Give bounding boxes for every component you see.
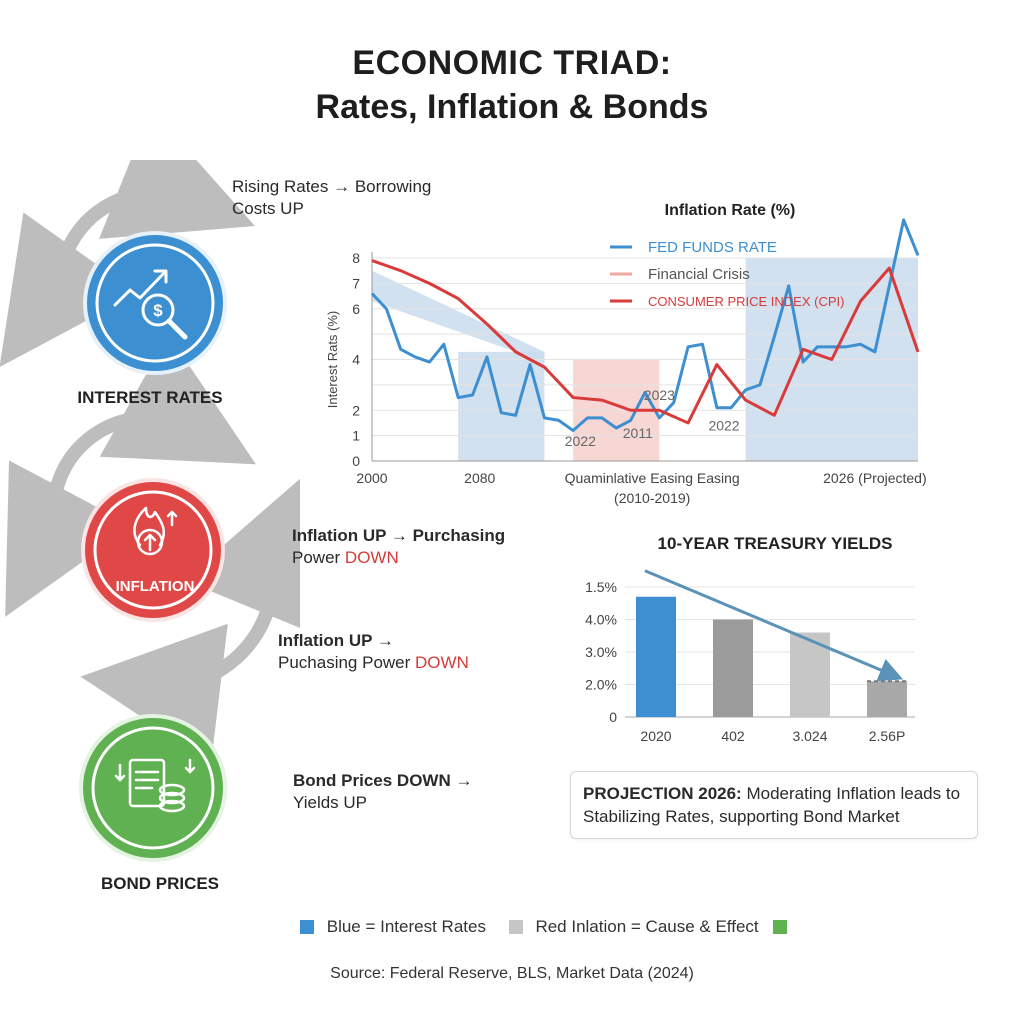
bottom-legend (300, 917, 787, 937)
x-tick-label: 2.56P (868, 728, 906, 744)
legend-blue-swatch (300, 920, 314, 934)
line-chart-title: Inflation Rate (%) (664, 202, 796, 219)
trend-arrow (645, 571, 892, 675)
y-tick-label: 2.0% (585, 676, 617, 693)
y-tick-label: 0 (352, 453, 360, 469)
y-tick-label: 8 (352, 250, 360, 266)
x-tick-label: Quaminlative Easing Easing (564, 470, 740, 486)
chart-annotation: 2022 (564, 432, 596, 449)
y-tick-label: 3.0% (585, 644, 617, 660)
legend-entry: Financial Crisis (648, 266, 750, 283)
y-tick-label: 2 (352, 402, 360, 419)
legend-red-label: Red Inlation = Cause & Effect (535, 917, 759, 936)
cycle-arrow-left (40, 280, 75, 310)
chart-annotation: 2022 (708, 417, 740, 434)
x-tick-label: 2026 (Projected) (823, 470, 927, 486)
x-tick-label: 2000 (356, 470, 388, 486)
y-axis-label: Interest Rats (%) (325, 310, 340, 409)
x-tick-label: 2020 (640, 728, 672, 744)
inflation-note-1 (292, 525, 505, 569)
legend-entry: FED FUNDS RATE (648, 239, 777, 256)
x-tick-label: 3.024 (792, 728, 828, 744)
bar-3 (867, 681, 907, 717)
rates-note-line2: Costs UP (232, 199, 304, 218)
y-tick-label: 7 (352, 275, 360, 292)
y-tick-label: 4 (352, 351, 360, 368)
y-tick-label: 6 (352, 300, 360, 317)
inflation-label: INFLATION (115, 578, 195, 595)
triad-cycle-graphic (0, 160, 300, 900)
projection-callout (570, 771, 978, 839)
legend-entry: CONSUMER PRICE INDEX (CPI) (648, 294, 845, 309)
inflation-line-chart (320, 190, 960, 520)
source-note: Source: Federal Reserve, BLS, Market Data (2024) (330, 965, 694, 982)
y-tick-label: 0 (609, 709, 617, 725)
interest-rates-label: INTEREST RATES (77, 388, 223, 407)
page-title-line1: ECONOMIC TRIAD: (352, 44, 672, 82)
y-tick-label: 4.0% (585, 611, 617, 628)
inflation-note-2-line1: Inflation UP → (278, 631, 394, 650)
shaded-region-0 (372, 271, 544, 362)
bonds-note-line1: Bond Prices DOWN → (293, 771, 473, 790)
x-tick-label: (2010-2019) (614, 490, 691, 506)
cycle-arrow-mid-left (38, 520, 70, 555)
bond-prices-label: BOND PRICES (100, 874, 220, 893)
inflation-note-2-down: DOWN (415, 653, 469, 672)
chart-annotation: 2023 (643, 387, 675, 404)
x-tick-label: 402 (721, 728, 745, 744)
svg-text:$: $ (153, 301, 163, 320)
bar-0 (636, 597, 676, 717)
inflation-note-2 (278, 630, 469, 674)
inflation-note-1-line1: Inflation UP → Purchasing (292, 526, 506, 545)
legend-blue-label: Blue = Interest Rates (326, 917, 486, 936)
bonds-note-line2: Yields UP (293, 793, 368, 812)
inflation-circle (83, 480, 223, 620)
page-title-line2: Rates, Inflation & Bonds (315, 88, 709, 126)
bar-chart-title: 10-YEAR TREASURY YIELDS (657, 534, 893, 553)
y-tick-label: 1.5% (585, 579, 617, 595)
y-tick-label: 1 (352, 427, 360, 444)
legend-green-swatch (773, 920, 787, 934)
inflation-note-1-down: DOWN (344, 548, 399, 567)
chart-annotation: 2011 (622, 425, 653, 442)
legend-gray-swatch (509, 920, 523, 934)
treasury-yields-bar-chart (570, 525, 990, 755)
bonds-note (293, 770, 472, 814)
rates-note-line1: Rising Rates → Borrowing (232, 177, 432, 196)
inflation-note-1-line2a: Power (292, 548, 345, 567)
projection-heading: PROJECTION 2026: (583, 784, 742, 803)
bar-1 (713, 620, 753, 718)
inflation-note-2-line2a: Puchasing Power (278, 653, 416, 672)
projection-text: Moderating Inflation leads to Stabilizing Rates, supporting Bond Market (583, 784, 961, 826)
x-tick-label: 2080 (464, 470, 496, 486)
